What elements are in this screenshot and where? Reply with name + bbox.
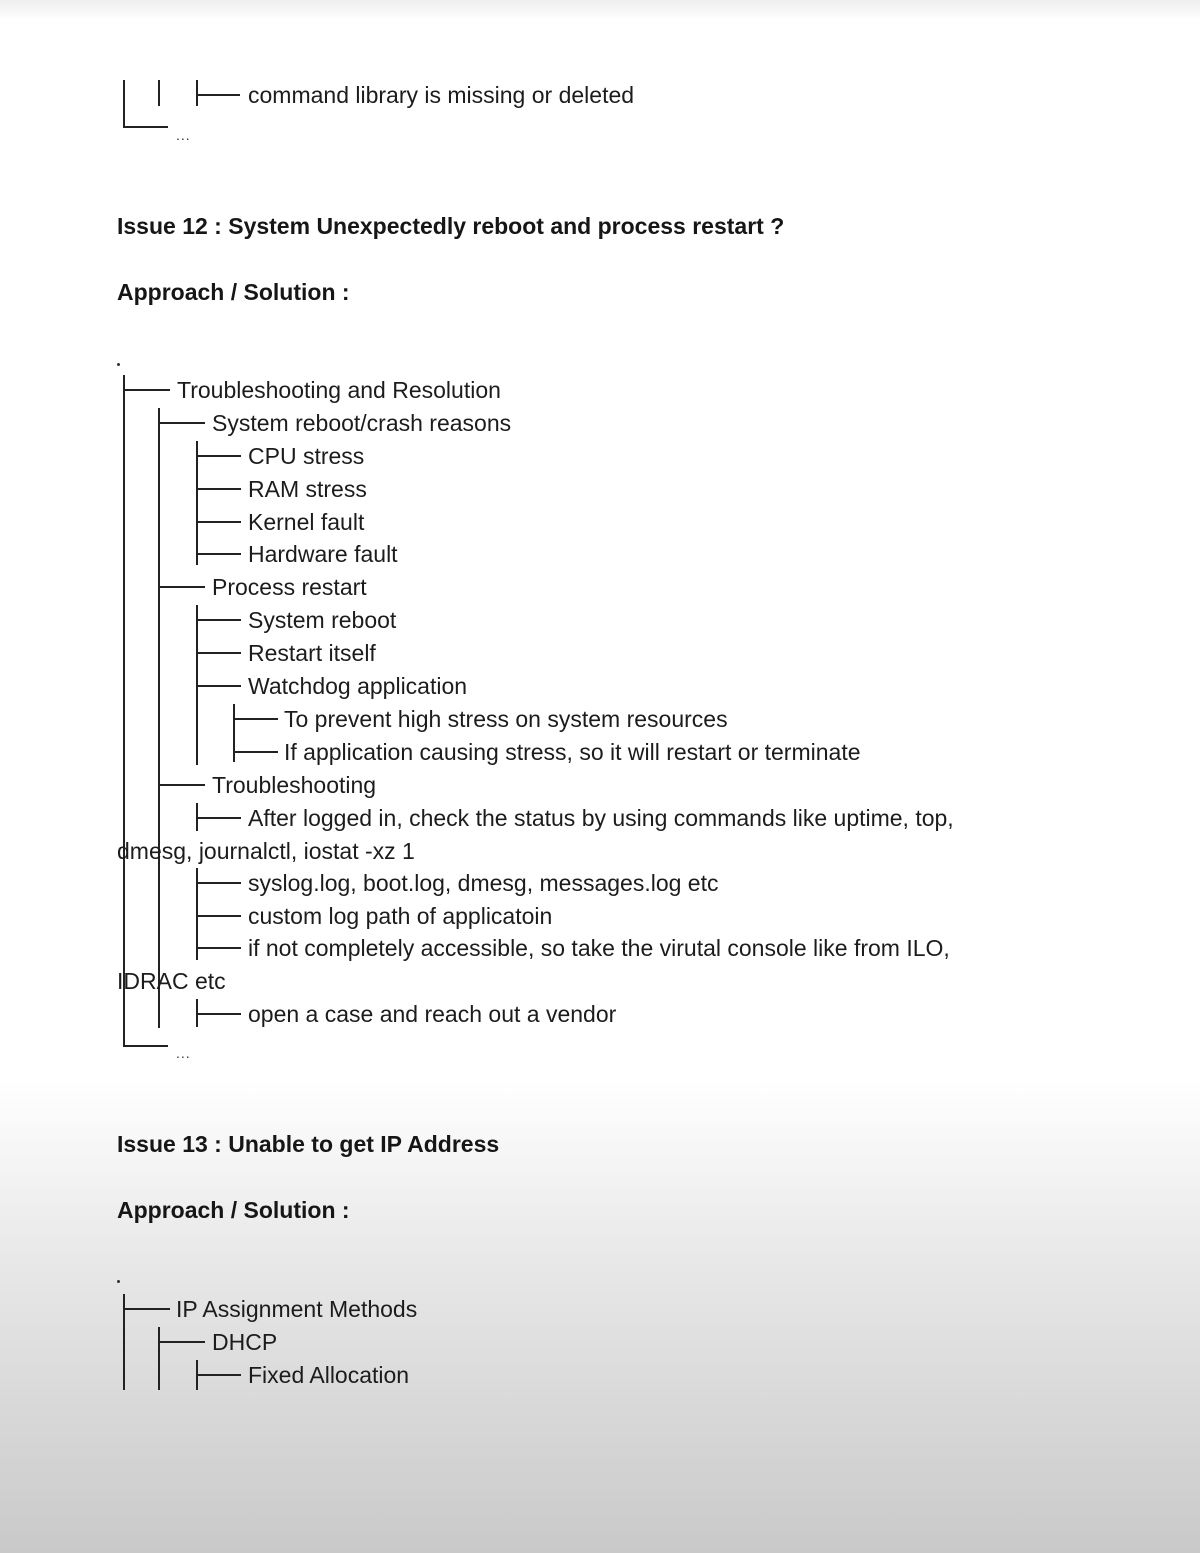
tree-node: To prevent high stress on system resources: [284, 706, 728, 732]
tree-guide: [196, 553, 241, 555]
tree-guide: [196, 441, 198, 565]
issue-12-heading: Issue 12 : System Unexpectedly reboot and process restart ?: [117, 213, 785, 239]
tree-guide: [196, 488, 241, 490]
tree-node: RAM stress: [248, 476, 367, 502]
tree-guide: [196, 94, 240, 96]
tree-guide: [123, 126, 168, 128]
tree-guide: [123, 375, 125, 1047]
tree-node: Watchdog application: [248, 673, 468, 699]
tree-node-root: Troubleshooting and Resolution: [177, 377, 501, 403]
tree-node: System reboot: [248, 607, 397, 633]
tree-node-wrap: dmesg, journalctl, iostat -xz 1: [117, 838, 415, 864]
tree-node: After logged in, check the status by using commands like uptime, top,: [248, 805, 954, 831]
tree-ellipsis: ...: [176, 1045, 191, 1061]
tree-guide: [196, 455, 241, 457]
issue-12-approach-label: Approach / Solution :: [117, 279, 350, 305]
tree-guide: [233, 718, 278, 720]
tree-node: syslog.log, boot.log, dmesg, messages.log etc: [248, 870, 719, 896]
issue-13-heading: Issue 13 : Unable to get IP Address: [117, 1131, 500, 1157]
tree-guide: [196, 80, 198, 106]
tree-node-wrap: IDRAC etc: [117, 968, 226, 994]
tree-node: Troubleshooting: [212, 772, 377, 798]
tree-guide: [123, 80, 125, 128]
tree-node: Hardware fault: [248, 541, 398, 567]
tree-node: custom log path of applicatoin: [248, 903, 553, 929]
tree-guide: [158, 80, 160, 106]
tree-node: Kernel fault: [248, 509, 365, 535]
tree-node: if not completely accessible, so take the virutal console like from ILO,: [248, 935, 950, 961]
tree-guide: [158, 408, 160, 1028]
tree-guide: [158, 784, 205, 786]
tree-guide: [123, 1045, 168, 1047]
tree-guide: [158, 1341, 205, 1343]
tree-guide: [158, 422, 205, 424]
tree-guide: [123, 389, 170, 391]
tree-node: CPU stress: [248, 443, 365, 469]
tree-node: open a case and reach out a vendor: [248, 1001, 617, 1027]
tree-guide: [196, 817, 241, 819]
tree-node: DHCP: [212, 1329, 278, 1355]
tree-guide: [196, 882, 241, 884]
tree-guide: [196, 947, 241, 949]
tree-guide: [196, 1013, 241, 1015]
tree-guide: [196, 521, 241, 523]
tree-node: Process restart: [212, 574, 367, 600]
tree-guide: [196, 652, 241, 654]
issue-13-approach-label: Approach / Solution :: [117, 1197, 350, 1223]
tree-guide: [123, 1308, 170, 1310]
tree-node: System reboot/crash reasons: [212, 410, 512, 436]
tree-guide: [196, 685, 241, 687]
tree-node-root: IP Assignment Methods: [176, 1296, 418, 1322]
tree-root-dot: [117, 1280, 120, 1283]
tree-node: command library is missing or deleted: [248, 82, 635, 108]
tree-guide: [158, 586, 205, 588]
tree-ellipsis: ...: [176, 127, 191, 143]
tree-guide: [196, 619, 241, 621]
tree-guide: [196, 915, 241, 917]
tree-node: Fixed Allocation: [248, 1362, 410, 1388]
tree-guide: [158, 1327, 160, 1390]
tree-root-dot: [117, 363, 120, 366]
tree-guide: [196, 1374, 241, 1376]
tree-guide: [233, 751, 278, 753]
tree-node: If application causing stress, so it will restart or terminate: [284, 739, 861, 765]
tree-guide: [233, 704, 235, 762]
tree-node: Restart itself: [248, 640, 376, 666]
